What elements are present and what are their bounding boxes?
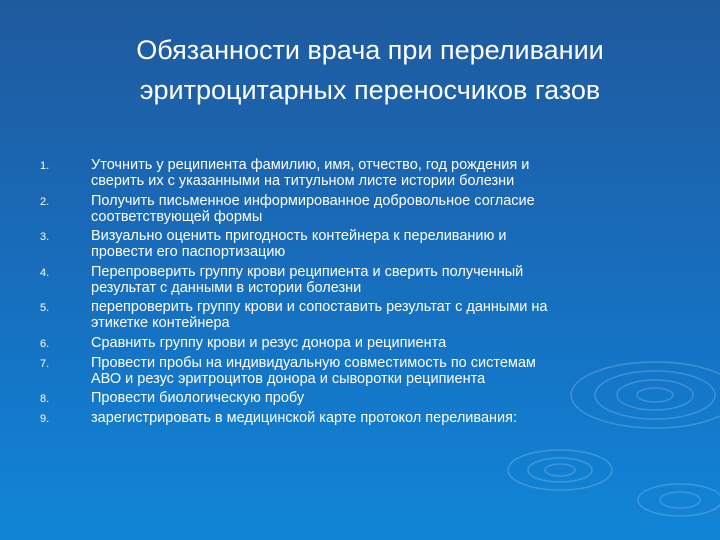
list-item: [40, 193, 680, 225]
title-line: эритроцитарных переносчиков газов: [139, 75, 601, 105]
item-line: Визуально оценить пригодность контейнера к переливанию и: [91, 228, 507, 245]
item-line: перепроверить группу крови и сопоставить результат с данными на: [91, 299, 548, 316]
item-number: 5.: [40, 302, 50, 315]
list-item: [40, 410, 680, 426]
list-item: [40, 390, 680, 406]
item-number: 2.: [40, 195, 50, 208]
item-text: [91, 410, 680, 426]
item-number: 7.: [40, 357, 50, 370]
item-text: [91, 157, 680, 189]
item-line: зарегистрировать в медицинской карте протокол переливания:: [91, 409, 517, 426]
list-item: [40, 355, 680, 387]
item-line: Уточнить у реципиента фамилию, имя, отчество, год рождения и: [91, 157, 530, 173]
item-text: [91, 355, 680, 387]
item-line: Перепроверить группу крови реципиента и сверить полученный: [91, 263, 524, 280]
item-line: провести его паспортизацию: [91, 244, 286, 261]
item-text: [91, 228, 680, 260]
item-text: [91, 299, 680, 331]
item-number: 4.: [40, 266, 50, 279]
list-item: [40, 228, 680, 260]
item-number: 1.: [40, 160, 50, 172]
item-text: [91, 264, 680, 296]
item-line: АВО и резус эритроцитов донора и сыворотки реципиента: [91, 370, 486, 387]
item-number: 9.: [40, 412, 50, 425]
item-line: соответствующей формы: [91, 208, 263, 225]
item-text: [91, 390, 680, 406]
slide-title: [60, 30, 680, 110]
item-line: Провести пробы на индивидуальную совместимость по системам: [91, 354, 536, 371]
item-text: [91, 193, 680, 225]
duties-list: [40, 157, 680, 429]
list-item: [40, 264, 680, 296]
item-line: этикетке контейнера: [91, 315, 230, 332]
list-item: [40, 299, 680, 331]
title-line: Обязанности врача при переливании: [136, 35, 604, 65]
item-number: 8.: [40, 393, 50, 406]
list-item: [40, 335, 680, 351]
item-number: 3.: [40, 231, 50, 244]
item-text: [91, 335, 680, 351]
item-line: Получить письменное информированное добровольное согласие: [91, 192, 535, 209]
item-line: Провести биологическую пробу: [91, 390, 305, 407]
item-line: сверить их с указанными на титульном листе истории болезни: [91, 173, 515, 189]
list-item: [40, 157, 680, 189]
item-line: Сравнить группу крови и резус донора и реципиента: [91, 334, 447, 351]
item-number: 6.: [40, 337, 50, 350]
item-line: результат с данными в истории болезни: [91, 279, 362, 296]
